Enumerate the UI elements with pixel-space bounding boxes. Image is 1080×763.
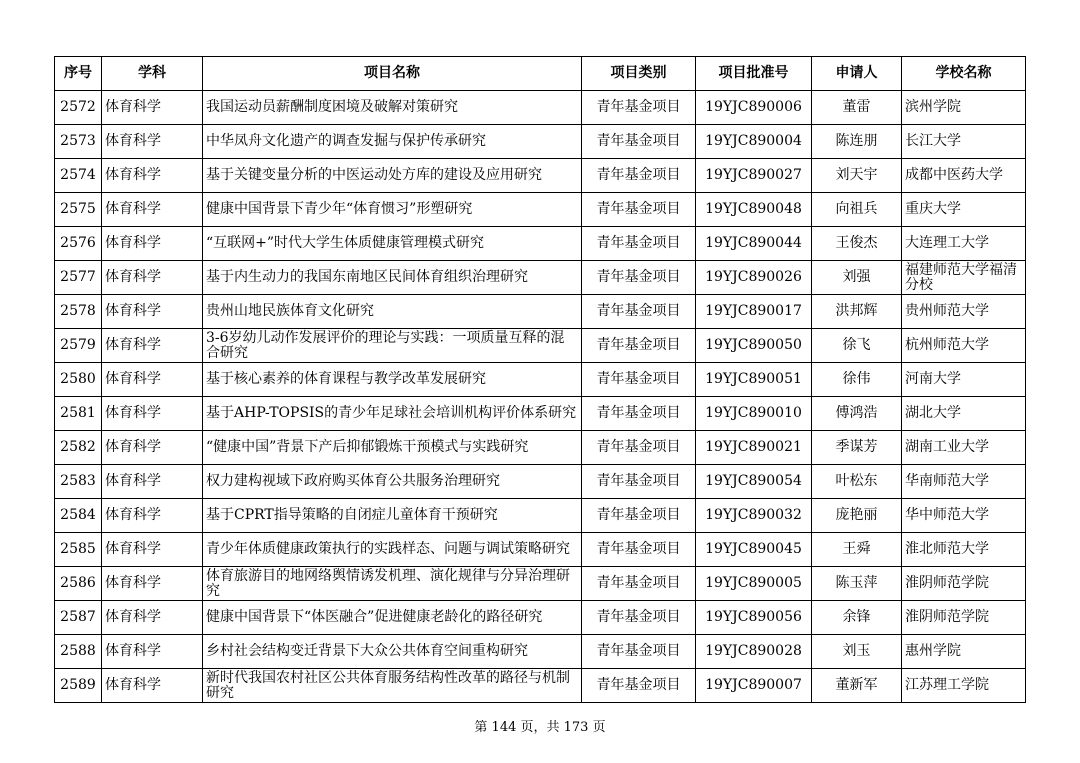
cell-discipline: 体育科学 [102, 227, 203, 261]
cell-project-name: 3-6岁幼儿动作发展评价的理论与实践：一项质量互释的混合研究 [203, 329, 582, 363]
header-project-name: 项目名称 [203, 57, 582, 91]
cell-index: 2584 [55, 499, 102, 533]
cell-school-name: 淮阴师范学院 [902, 601, 1026, 635]
cell-project-name: 体育旅游目的地网络舆情诱发机理、演化规律与分异治理研究 [203, 567, 582, 601]
cell-approval-number: 19YJC890017 [696, 295, 812, 329]
header-approval-number: 项目批准号 [696, 57, 812, 91]
cell-applicant: 余锋 [812, 601, 902, 635]
cell-project-name: 健康中国背景下青少年“体育惯习”形塑研究 [203, 193, 582, 227]
cell-applicant: 王舜 [812, 533, 902, 567]
cell-school-name: 淮阴师范学院 [902, 567, 1026, 601]
cell-index: 2579 [55, 329, 102, 363]
table-row [55, 499, 1026, 533]
cell-applicant: 陈连朋 [812, 125, 902, 159]
cell-approval-number: 19YJC890006 [696, 91, 812, 125]
cell-applicant: 刘强 [812, 261, 902, 295]
cell-school-name: 湖南工业大学 [902, 431, 1026, 465]
cell-index: 2573 [55, 125, 102, 159]
cell-project-category: 青年基金项目 [582, 431, 696, 465]
cell-project-name: 基于AHP-TOPSIS的青少年足球社会培训机构评价体系研究 [203, 397, 582, 431]
cell-project-name: 健康中国背景下“体医融合”促进健康老龄化的路径研究 [203, 601, 582, 635]
cell-applicant: 董雷 [812, 91, 902, 125]
cell-approval-number: 19YJC890021 [696, 431, 812, 465]
cell-index: 2574 [55, 159, 102, 193]
cell-school-name: 重庆大学 [902, 193, 1026, 227]
table-row [55, 397, 1026, 431]
cell-project-name: 新时代我国农村社区公共体育服务结构性改革的路径与机制研究 [203, 669, 582, 703]
table-row [55, 159, 1026, 193]
cell-applicant: 徐伟 [812, 363, 902, 397]
cell-approval-number: 19YJC890004 [696, 125, 812, 159]
cell-approval-number: 19YJC890044 [696, 227, 812, 261]
cell-discipline: 体育科学 [102, 601, 203, 635]
table-row [55, 193, 1026, 227]
cell-discipline: 体育科学 [102, 397, 203, 431]
cell-approval-number: 19YJC890056 [696, 601, 812, 635]
table-row [55, 465, 1026, 499]
cell-index: 2576 [55, 227, 102, 261]
cell-discipline: 体育科学 [102, 193, 203, 227]
cell-school-name: 滨州学院 [902, 91, 1026, 125]
cell-applicant: 傅鸿浩 [812, 397, 902, 431]
header-project-category: 项目类别 [582, 57, 696, 91]
cell-discipline: 体育科学 [102, 125, 203, 159]
cell-project-category: 青年基金项目 [582, 567, 696, 601]
cell-applicant: 陈玉萍 [812, 567, 902, 601]
cell-project-category: 青年基金项目 [582, 91, 696, 125]
cell-index: 2575 [55, 193, 102, 227]
cell-project-category: 青年基金项目 [582, 533, 696, 567]
cell-discipline: 体育科学 [102, 261, 203, 295]
cell-applicant: 刘天宇 [812, 159, 902, 193]
cell-applicant: 庞艳丽 [812, 499, 902, 533]
table-row [55, 431, 1026, 465]
cell-school-name: 福建师范大学福清分校 [902, 261, 1026, 295]
table-row [55, 533, 1026, 567]
cell-discipline: 体育科学 [102, 499, 203, 533]
cell-discipline: 体育科学 [102, 465, 203, 499]
table-row [55, 329, 1026, 363]
table-row [55, 227, 1026, 261]
page-footer: 第 144 页，共 173 页 [474, 720, 606, 735]
cell-project-category: 青年基金项目 [582, 295, 696, 329]
cell-project-name: 基于内生动力的我国东南地区民间体育组织治理研究 [203, 261, 582, 295]
cell-index: 2572 [55, 91, 102, 125]
cell-index: 2578 [55, 295, 102, 329]
cell-project-category: 青年基金项目 [582, 329, 696, 363]
cell-project-category: 青年基金项目 [582, 261, 696, 295]
cell-index: 2577 [55, 261, 102, 295]
cell-project-category: 青年基金项目 [582, 125, 696, 159]
cell-index: 2580 [55, 363, 102, 397]
cell-approval-number: 19YJC890048 [696, 193, 812, 227]
cell-approval-number: 19YJC890007 [696, 669, 812, 703]
cell-discipline: 体育科学 [102, 363, 203, 397]
cell-index: 2589 [55, 669, 102, 703]
header-applicant: 申请人 [812, 57, 902, 91]
cell-applicant: 刘玉 [812, 635, 902, 669]
project-table [54, 56, 1026, 703]
cell-project-name: 基于CPRT指导策略的自闭症儿童体育干预研究 [203, 499, 582, 533]
cell-applicant: 向祖兵 [812, 193, 902, 227]
cell-school-name: 华中师范大学 [902, 499, 1026, 533]
cell-index: 2583 [55, 465, 102, 499]
cell-discipline: 体育科学 [102, 533, 203, 567]
cell-school-name: 湖北大学 [902, 397, 1026, 431]
cell-school-name: 江苏理工学院 [902, 669, 1026, 703]
table-row [55, 363, 1026, 397]
cell-project-name: 贵州山地民族体育文化研究 [203, 295, 582, 329]
cell-index: 2587 [55, 601, 102, 635]
cell-project-name: 我国运动员薪酬制度困境及破解对策研究 [203, 91, 582, 125]
cell-discipline: 体育科学 [102, 567, 203, 601]
table-row [55, 261, 1026, 295]
cell-approval-number: 19YJC890051 [696, 363, 812, 397]
cell-approval-number: 19YJC890026 [696, 261, 812, 295]
cell-discipline: 体育科学 [102, 295, 203, 329]
cell-school-name: 淮北师范大学 [902, 533, 1026, 567]
cell-applicant: 洪邦辉 [812, 295, 902, 329]
cell-project-category: 青年基金项目 [582, 159, 696, 193]
cell-index: 2581 [55, 397, 102, 431]
table-row [55, 125, 1026, 159]
header-discipline: 学科 [102, 57, 203, 91]
table-row [55, 601, 1026, 635]
table-row [55, 635, 1026, 669]
cell-school-name: 贵州师范大学 [902, 295, 1026, 329]
cell-school-name: 华南师范大学 [902, 465, 1026, 499]
cell-applicant: 叶松东 [812, 465, 902, 499]
cell-project-name: “健康中国”背景下产后抑郁锻炼干预模式与实践研究 [203, 431, 582, 465]
cell-project-category: 青年基金项目 [582, 397, 696, 431]
cell-project-category: 青年基金项目 [582, 635, 696, 669]
cell-school-name: 长江大学 [902, 125, 1026, 159]
cell-project-category: 青年基金项目 [582, 193, 696, 227]
cell-approval-number: 19YJC890032 [696, 499, 812, 533]
cell-discipline: 体育科学 [102, 329, 203, 363]
cell-approval-number: 19YJC890054 [696, 465, 812, 499]
header-index: 序号 [55, 57, 102, 91]
cell-index: 2582 [55, 431, 102, 465]
cell-project-name: 乡村社会结构变迁背景下大众公共体育空间重构研究 [203, 635, 582, 669]
table-row [55, 295, 1026, 329]
cell-discipline: 体育科学 [102, 635, 203, 669]
cell-school-name: 河南大学 [902, 363, 1026, 397]
cell-approval-number: 19YJC890027 [696, 159, 812, 193]
cell-discipline: 体育科学 [102, 91, 203, 125]
cell-applicant: 徐飞 [812, 329, 902, 363]
cell-school-name: 杭州师范大学 [902, 329, 1026, 363]
cell-discipline: 体育科学 [102, 669, 203, 703]
cell-discipline: 体育科学 [102, 159, 203, 193]
cell-applicant: 季谋芳 [812, 431, 902, 465]
cell-discipline: 体育科学 [102, 431, 203, 465]
cell-school-name: 大连理工大学 [902, 227, 1026, 261]
cell-approval-number: 19YJC890010 [696, 397, 812, 431]
cell-approval-number: 19YJC890050 [696, 329, 812, 363]
cell-project-name: 权力建构视域下政府购买体育公共服务治理研究 [203, 465, 582, 499]
cell-approval-number: 19YJC890045 [696, 533, 812, 567]
cell-applicant: 王俊杰 [812, 227, 902, 261]
cell-school-name: 成都中医药大学 [902, 159, 1026, 193]
table-row [55, 669, 1026, 703]
table-row [55, 567, 1026, 601]
cell-project-category: 青年基金项目 [582, 227, 696, 261]
cell-index: 2585 [55, 533, 102, 567]
cell-index: 2588 [55, 635, 102, 669]
cell-project-name: 基于核心素养的体育课程与教学改革发展研究 [203, 363, 582, 397]
cell-project-name: “互联网+”时代大学生体质健康管理模式研究 [203, 227, 582, 261]
cell-project-name: 中华凤舟文化遗产的调查发掘与保护传承研究 [203, 125, 582, 159]
cell-project-category: 青年基金项目 [582, 669, 696, 703]
cell-applicant: 董新军 [812, 669, 902, 703]
cell-index: 2586 [55, 567, 102, 601]
cell-project-name: 基于关键变量分析的中医运动处方库的建设及应用研究 [203, 159, 582, 193]
cell-project-category: 青年基金项目 [582, 499, 696, 533]
cell-project-category: 青年基金项目 [582, 363, 696, 397]
table-header-row [55, 57, 1026, 91]
cell-approval-number: 19YJC890028 [696, 635, 812, 669]
cell-project-category: 青年基金项目 [582, 601, 696, 635]
table-row [55, 91, 1026, 125]
header-school-name: 学校名称 [902, 57, 1026, 91]
cell-project-name: 青少年体质健康政策执行的实践样态、问题与调试策略研究 [203, 533, 582, 567]
cell-school-name: 惠州学院 [902, 635, 1026, 669]
cell-approval-number: 19YJC890005 [696, 567, 812, 601]
cell-project-category: 青年基金项目 [582, 465, 696, 499]
